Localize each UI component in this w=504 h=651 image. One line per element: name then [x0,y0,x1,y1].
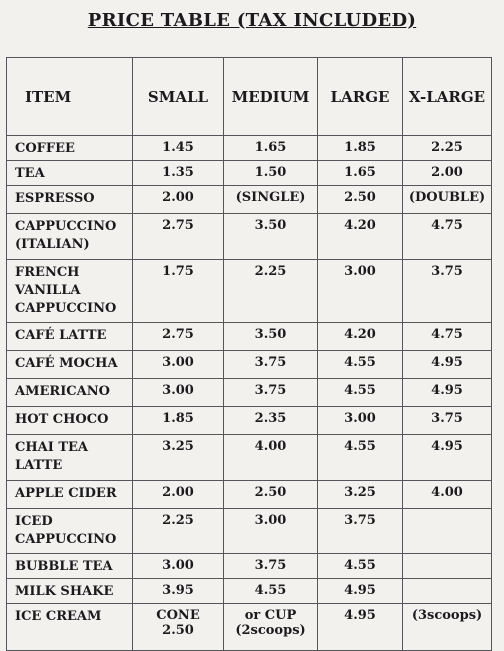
price-xlarge: 3.75 [403,260,492,323]
table-row [7,351,492,379]
table-row [7,260,492,323]
header-medium: MEDIUM [224,58,318,136]
item-cell: ICE CREAM [7,604,133,651]
header-row [7,58,492,136]
price-medium: 1.65 [224,136,318,161]
price-xlarge: (3scoops) [403,604,492,651]
price-xlarge [403,509,492,554]
header-large: LARGE [318,58,403,136]
item-cell: APPLE CIDER [7,481,133,509]
price-large: 4.55 [318,435,403,481]
price-small: 3.00 [133,554,224,579]
price-large: 4.20 [318,323,403,351]
table-row [7,379,492,407]
price-medium: (SINGLE) [224,186,318,214]
price-table [6,57,492,651]
price-xlarge: 4.95 [403,351,492,379]
table-row [7,214,492,260]
price-medium: 3.00 [224,509,318,554]
item-cell: ESPRESSO [7,186,133,214]
table-row [7,579,492,604]
price-large: 3.00 [318,407,403,435]
table-row [7,323,492,351]
price-large: 1.65 [318,161,403,186]
price-medium: 2.35 [224,407,318,435]
price-small: 3.25 [133,435,224,481]
table-row [7,509,492,554]
price-large: 3.75 [318,509,403,554]
price-small: 1.35 [133,161,224,186]
item-cell: FRENCH VANILLA CAPPUCCINO [7,260,133,323]
price-xlarge: 4.75 [403,214,492,260]
cone-price: 2.50 [162,623,194,638]
item-cell: AMERICANO [7,379,133,407]
price-medium: 3.75 [224,379,318,407]
table-row [7,186,492,214]
price-large: 4.95 [318,604,403,651]
price-small: 3.00 [133,379,224,407]
price-medium: 4.55 [224,579,318,604]
table-row [7,554,492,579]
item-cell: CAFÉ LATTE [7,323,133,351]
price-medium: 3.50 [224,323,318,351]
price-xlarge [403,554,492,579]
header-small: SMALL [133,58,224,136]
price-large: 4.55 [318,554,403,579]
page-title: PRICE TABLE (TAX INCLUDED) [87,10,417,31]
price-xlarge: 4.95 [403,435,492,481]
item-cell: HOT CHOCO [7,407,133,435]
price-large: 4.95 [318,579,403,604]
price-large: 4.20 [318,214,403,260]
price-xlarge: 4.00 [403,481,492,509]
price-small: 2.00 [133,481,224,509]
price-medium: 1.50 [224,161,318,186]
table-row [7,136,492,161]
table-row [7,407,492,435]
price-xlarge: 3.75 [403,407,492,435]
price-medium: 4.00 [224,435,318,481]
price-medium: 3.50 [224,214,318,260]
item-cell: CAPPUCCINO (ITALIAN) [7,214,133,260]
item-cell: CAFÉ MOCHA [7,351,133,379]
price-small: 2.75 [133,323,224,351]
price-xlarge [403,579,492,604]
header-xlarge: X-LARGE [403,58,492,136]
item-cell: CHAI TEA LATTE [7,435,133,481]
price-medium: 2.25 [224,260,318,323]
price-xlarge: 2.25 [403,136,492,161]
item-cell: BUBBLE TEA [7,554,133,579]
table-row [7,161,492,186]
price-medium: 2.50 [224,481,318,509]
table-row [7,604,492,651]
item-cell: TEA [7,161,133,186]
price-small [133,604,224,651]
price-small: 1.45 [133,136,224,161]
price-xlarge: 4.75 [403,323,492,351]
price-xlarge: 4.95 [403,379,492,407]
price-large: 1.85 [318,136,403,161]
price-small: 3.95 [133,579,224,604]
item-cell: MILK SHAKE [7,579,133,604]
table-row [7,481,492,509]
price-medium: 3.75 [224,351,318,379]
table-row [7,435,492,481]
cone-label: CONE [156,608,200,623]
price-large: 3.25 [318,481,403,509]
price-small: 1.85 [133,407,224,435]
price-large: 2.50 [318,186,403,214]
price-small: 2.75 [133,214,224,260]
price-small: 3.00 [133,351,224,379]
cup-scoops: (2scoops) [235,623,306,638]
price-medium: 3.75 [224,554,318,579]
price-small: 2.25 [133,509,224,554]
table-body [7,136,492,604]
price-medium [224,604,318,651]
item-cell: COFFEE [7,136,133,161]
price-small: 2.00 [133,186,224,214]
price-large: 3.00 [318,260,403,323]
price-small: 1.75 [133,260,224,323]
price-xlarge: (DOUBLE) [403,186,492,214]
cup-label: or CUP [244,608,297,623]
price-large: 4.55 [318,351,403,379]
item-cell: ICED CAPPUCCINO [7,509,133,554]
price-xlarge: 2.00 [403,161,492,186]
header-item: ITEM [7,58,133,136]
price-large: 4.55 [318,379,403,407]
